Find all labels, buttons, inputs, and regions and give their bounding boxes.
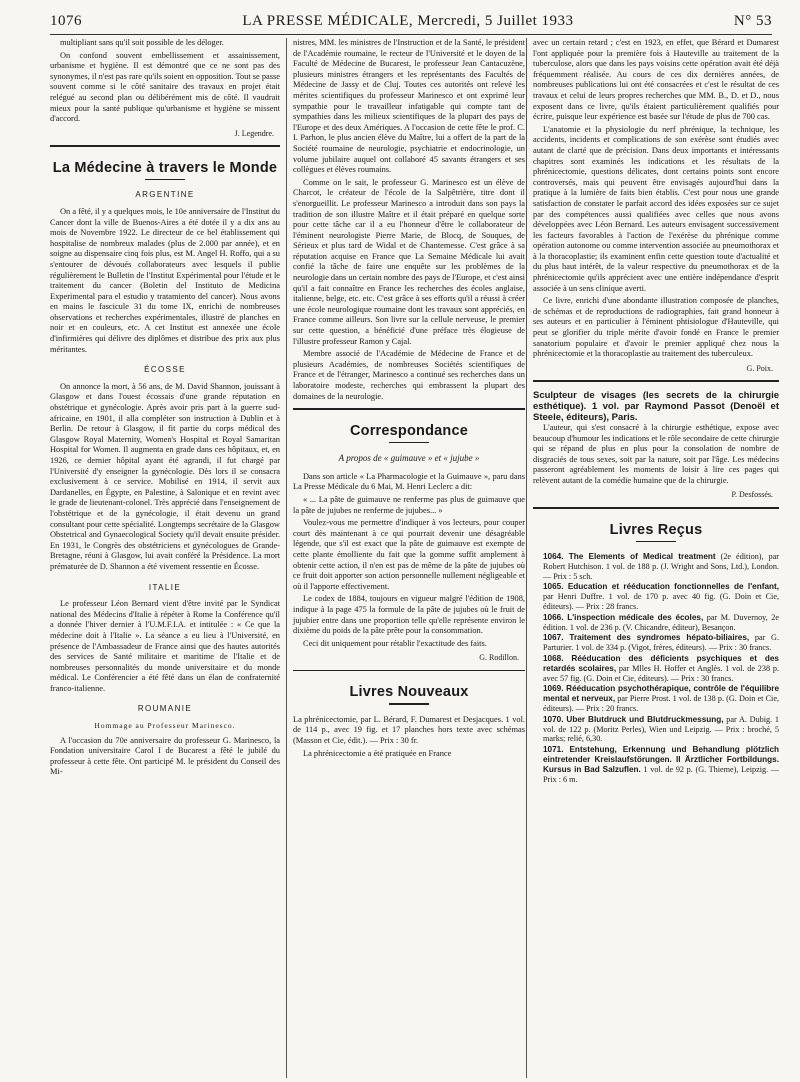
paragraph: Voulez-vous me permettre d'indiquer à vos lecteurs, pour couper court dès maintenant à ce qui pourrait devenir une désagréable légende, que s'il est exact que la pâte de guimauve est exempte de cette plante émolliente du fait que la gomme suffit amplement à obtenir cette action, il n'en est pas de même de la pâte de jujubes où ce fruit doit apporter son action personnelle nullement négligeable et où il l'apporte effectivement. — [293, 518, 525, 591]
paragraph: Membre associé de l'Académie de Médecine de France et de plusieurs Académies, de nombreuses Sociétés scientifiques de France et de l'étranger, Marinesco a continué ses recherches dans un laboratoire modeste, recherches qui embrassent la plupart des domaines de la neurologie. — [293, 349, 525, 401]
signature: P. Desfossés. — [731, 490, 773, 500]
list-item: 1064. The Elements of Medical treatment (2e édition), par Robert Hutchison. 1 vol. de 188 p. (J. Wright and Sons, Ltd.), London. — Prix : 5 sch. — [543, 552, 779, 581]
column-2 — [286, 38, 525, 1078]
section-title: La Médecine à travers le Monde — [52, 159, 278, 176]
subheading: Hommage au Professeur Marinesco. — [94, 721, 236, 731]
paragraph: « ... La pâte de guimauve ne renferme pas plus de guimauve que la pâte de jujubes ne renferme de jujubes... » — [293, 494, 525, 515]
issue-number: N° 53 — [733, 12, 772, 29]
section-title: Correspondance — [349, 422, 469, 439]
divider — [533, 380, 779, 382]
page-header — [50, 8, 772, 35]
list-item: 1065. Education et rééducation fonctionnelles de l'enfant, par Henri Duffre. 1 vol. de 170 p. avec 40 fig. (G. Doin et Cie, éditeurs). — Prix : 28 francs. — [543, 582, 779, 612]
journal-title: LA PRESSE MÉDICALE, Mercredi, 5 Juillet 1933 — [242, 12, 574, 29]
section-title: Livres Nouveaux — [349, 684, 469, 701]
list-item: 1067. Traitement des syndromes hépato-biliaires, par G. Parturier. 1 vol. de 334 p. (Vigot, frères, éditeurs). — Prix : 30 francs. — [543, 633, 779, 653]
paragraph: Comme on le sait, le professeur G. Marinesco est un élève de Charcot, le créateur de l'école de la Salpêtrière, titre dont il s'enorgueillit. Le professeur Marinesco a introduit dans son pays la tradition de son illustre Maître et il était préparé en quelque sorte pour cette tâche car il a eu l'honneur d'être le collaborateur de l'éminent neurologiste Pierre Marie, de Blocq, de Souques, de Sérieux et plus tard de Widal et de Chantemesse. C'est grâce à sa réputation acquise en France que La Semaine Médicale lui avait confié la tâche de faire une enquête sur les problèmes de la neurologie dans un certain nombre des pays de l'Europe, et c'est ainsi qu'il a fait connaître en France les recherches des écoles anglaise, italienne, belge, etc. etc. C'est grâce à ses efforts qu'il a réussi à créer une école neurologique roumaine dont les travaux sont appréciés, en France comme ailleurs. Son livre sur la cellule nerveuse, le premier sur cette question, a bénéficié d'une préface très élogieuse de l'illustre professeur Ramon y Cajal. — [293, 177, 525, 346]
country-heading: ARGENTINE — [135, 190, 195, 200]
signature: G. Rodillon. — [479, 653, 519, 663]
list-item: 1068. Rééducation des déficients psychiques et des retardés scolaires, par Mlles H. Hoffer et Anglès. 1 vol. de 238 p. avec 57 fig. (G. Doin et Cie, éditeurs). — Prix : 30 francs. — [543, 654, 779, 683]
paragraph: Dans son article « La Pharmacologie et la Guimauve », paru dans La Presse Médicale du 6 Mai, M. Henri Leclerc a dit: — [293, 471, 525, 492]
divider — [293, 408, 525, 410]
divider — [389, 703, 429, 705]
article-subtitle: A propos de « guimauve » et « jujube » — [338, 453, 480, 464]
list-item: 1071. Entstehung, Erkennung und Behandlung plötzlich eintretender Kreislaufstörungen. II Ärztlicher Fortbildungs. Kursus in Bad Salzuflen. 1 vol. de 92 p. (G. Thieme), Leipzig. — Prix : 6 m. — [543, 745, 779, 784]
paragraph: On a fêté, il y a quelques mois, le 10e anniversaire de l'Institut du Cancer dont la ville de Buenos-Aires a été dotée il y a dix ans au mois de Novembre 1922. Le directeur de ce bel établissement qui hospitalise de nombreux malades (plus de 2.000 par année), et en soigne au dispensaire cinq fois plus, est M. Angel H. Roffo, qui a su s'entourer de dévoués collaborateurs avec lesquels il publie régulièrement le Bulletin de l'Institut Expérimental pour l'étude et le traitement du cancer (Boletin del Instituto de Medicina Experimental para el estudio y tratamiento del cancer). Nous avons en mains le fascicule 31 du tome IX, enrichi de nombreuses observations et recherches expérimentales, illustré de planches en noir et en couleurs, etc. A cet Institut est annexée une école d'infirmières qui délivre des diplômes et distribue des prix aux plus méritantes. — [50, 206, 280, 354]
signature: G. Poix. — [746, 363, 773, 373]
signature: J. Legendre. — [234, 128, 274, 138]
list-item: 1069. Rééducation psychothérapique, contrôle de l'équilibre mental et nerveux, par Pierre Prost. 1 vol. de 138 p. (G. Doin et Cie, éditeurs). — Prix : 20 francs. — [543, 684, 779, 714]
divider — [145, 179, 185, 181]
paragraph: Ce livre, enrichi d'une abondante illustration composée de planches, de schémas et de reproductions de radiographies, fait grand honneur à ses auteurs et en particulier à l'éminent phtisiologue d'Hauteville, qui peut se glorifier du triple mérite d'avoir fondé en France le premier sanatorium populaire et d'avoir le premier appliqué chez nous la phrénicectomie et la thoracoplastie au traitement des tuberculeux. — [533, 296, 779, 359]
column-3 — [526, 38, 779, 1078]
paragraph: L'auteur, qui s'est consacré à la chirurgie esthétique, expose avec beaucoup d'humour les indications et le rôle secondaire de cette chirurgie qui se répand de plus en plus pour la consolation de nombre de disgraciés de tous sexes, soit par la nature, soit par l'âge. Les médecins passeront agréablement les moments de loisir à lire ces pages qui relèvent autant de la comédie humaine que de la chirurgie. — [533, 422, 779, 485]
divider — [50, 145, 280, 147]
divider — [636, 541, 676, 543]
country-heading: ÉCOSSE — [144, 365, 186, 375]
paragraph: A l'occasion du 70e anniversaire du professeur G. Marinesco, la Fondation universitaire Carol I de Bucarest a fêté le jubilé du professeur à cette fête. Ont participé M. le président du Conseil des Mi- — [50, 735, 280, 777]
book-entry: La phrénicectomie, par L. Bérard, F. Dumarest et Desjacques. 1 vol. de 114 p., avec 19 fig. et 17 planches hors texte avec schémas (Masson et Cie, édit.). — Prix : 30 fr. — [293, 714, 525, 746]
paragraph: On confond souvent embellissement et assainissement, urbanisme et hygiène. Il est démontré que ce ne sont pas des synonymes, il n'est pas rare qu'ils soient en opposition. Tout se passe souvent comme si le côté sanitaire des travaux en projet était relégué au second plan ou délibérément mis de côté. Il vaudrait mieux pour la santé publique qu'urbanisme et hygiène se missent d'accord. — [50, 50, 280, 124]
paragraph: Le professeur Léon Bernard vient d'être invité par le Syndicat national des Médecins d'Italie à répéter à Rome la Conférence qu'il a donnée l'hiver dernier à l'U.M.F.I.A. et intitulée : « Ce que la médecine doit à l'Italie ». La séance a eu lieu à l'Université, en présence de l'Ambassadeur de France ainsi que des hautes autorités des services de Santé militaire et maritime de l'Italie et de nombreuses personnalités du monde universitaire et du monde médical. Le Conférencier a été fêté dans un élan de confraternité franco-italienne. — [50, 599, 280, 693]
paragraph: avec un certain retard ; c'est en 1923, en effet, que Bérard et Dumarest l'ont appliquée pour la première fois à Hauteville au traitement de la tuberculose, alors que dans les pays voisins cette opération avait été déjà fréquemment réalisée. Au cours de ces dix dernières années, de nombreuses publications lui ont été consacrées et c'est le résultat de ces travaux et celui de leurs propres recherches que MM. B., D. et D., nous exposent dans ce livre, qu'ils étaient particulièrement qualifiés pour écrire, puisque leur expérience est basée sur l'étude de plus de 700 cas. — [533, 38, 779, 122]
column-1 — [50, 38, 280, 1078]
divider — [293, 670, 525, 672]
paragraph: On annonce la mort, à 56 ans, de M. David Shannon, jouissant à Glasgow et dans l'ouest écossais d'une grande réputation en obstétrique et gynécologie. Après avoir pris part à la guerre sud-africaine, en 1901, il alla compléter son instruction à Dublin et à Berlin. De retour à Glasgow, il fit partie du corps médical des Glasgow Royal Maternity, Women's Hospital et Royal Samaritan Hospital for Women. Il augmenta en grade dans ces hôpitaux, et, en 1926, ce dernier hôpital ayant été agrandi, il fut chargé par l'Université d'y enseigner la gynécologie. Dès lors il se consacra exclusivement à ce service. Mobilisé en 1914, il servit aux Dardanelles, en Égypte, en Palestine, à Salonique et en revint avec le grade de lieutenant-colonel. Très apprécié dans l'enseignement de l'obstétrique et de la gynécologie, il était devenu un grand consultant pour cette spécialité. Longtemps secrétaire de la Glasgow Obstetrical and Gynaecological Society qu'il devait ensuite présider. En 1931, le Congrès des obstétriciens et gynécologues de Grande-Bretagne, réuni à Glasgow, lui avait conféré la Présidence. La mort prématurée de D. Shannon a été vivement ressentie en Écosse. — [50, 381, 280, 571]
list-item: 1066. L'inspection médicale des écoles, par M. Duvernoy, 2e édition. 1 vol. de 236 p. (V. Chicandre, éditeur), Besançon. — [543, 612, 779, 632]
paragraph: La phrénicectomie a été pratiquée en France — [303, 748, 452, 758]
divider — [533, 507, 779, 509]
paragraph: Ceci dit uniquement pour rétablir l'exactitude des faits. — [303, 638, 487, 648]
country-heading: ROUMANIE — [137, 704, 193, 714]
book-entry: Sculpteur de visages (les secrets de la chirurgie esthétique). 1 vol. par Raymond Passot (Denoël et Steele, éditeurs), Paris. — [533, 389, 779, 423]
list-item: 1070. Uber Blutdruck und Blutdruckmessung, par A. Dubig. 1 vol. de 122 p. (Moritz Perles), Wien und Leipzig. — Prix : broché, 5 marks; relié, 6,30. — [543, 714, 779, 744]
section-title: Livres Reçus — [609, 521, 703, 538]
page-number: 1076 — [50, 12, 82, 29]
paragraph: nistres, MM. les ministres de l'Instruction et de la Santé, le président de l'Académie roumaine, le recteur de l'Université et le doyen de la Faculté de Médecine de Bucarest, le professeur Jean Cantacuzène, plusieurs ministres étrangers et les représentants des Facultés de Médecine de Jassy et de Cluj. Toutes ces autorités ont relevé les mérites scientifiques du professeur Marinesco et ont exprimé leur sympathie pour le travailleur infatigable qui compte tant de sympathies dans les milieux scientifiques de la plupart des pays de l'Europe et des deux Amériques. A l'occasion de cette fête le prof. C. I. Parhon, le plus ancien élève du Maître, lui a offert de la part de la Société roumaine de neurologie, psychiatrie et endocrinologie, un volume jubilaire auquel ont collaboré 45 savants étrangers et ses collègues et élèves roumains. — [293, 38, 525, 175]
paragraph: multipliant sans qu'il soit possible de les déloger. — [60, 38, 224, 47]
divider — [389, 442, 429, 444]
paragraph: Le codex de 1884, toujours en vigueur malgré l'édition de 1908, indique à la page 475 la formule de la pâte de jujubes où le fruit de jujubier entre dans une proportion telle qu'elle représente environ le dixième du poids de la pâte prête pour la consommation. — [293, 594, 525, 636]
received-books-list — [533, 552, 779, 784]
country-heading: ITALIE — [148, 582, 182, 592]
paragraph: L'anatomie et la physiologie du nerf phrénique, la technique, les accidents, incidents et complications de son exérèse sont étudiés avec autant de clarté que de précision. Dans deux importants et intéressants chapitres sont examinés les indications et les résultats de la phrénicectomie, questions délicates, dont certains points sont encore controversés, mais qui peuvent être envisagés aujourd'hui dans la pratique à la lumière de faits bien établis. C'est pour nous une grande satisfaction de constater le parfait accord des idées exposées sur ce sujet par des compétences aussi qualifiées avec celles que nous avons développées avec Léon Bernard. Les auteurs envisagent successivement les facteurs favorables à l'action de l'exérèse du phrénique comme opération autonome ou comme intervention associée au pneumothorax et à la thoracoplastie; ils examinent enfin cette question toute d'actualité et du plus haut intérêt, de la valeur respective du pneumothorax et de la phrénicectomie qu'ils apprécient avec une entière indépendance d'esprit associée à un sens clinique averti. — [533, 124, 779, 293]
